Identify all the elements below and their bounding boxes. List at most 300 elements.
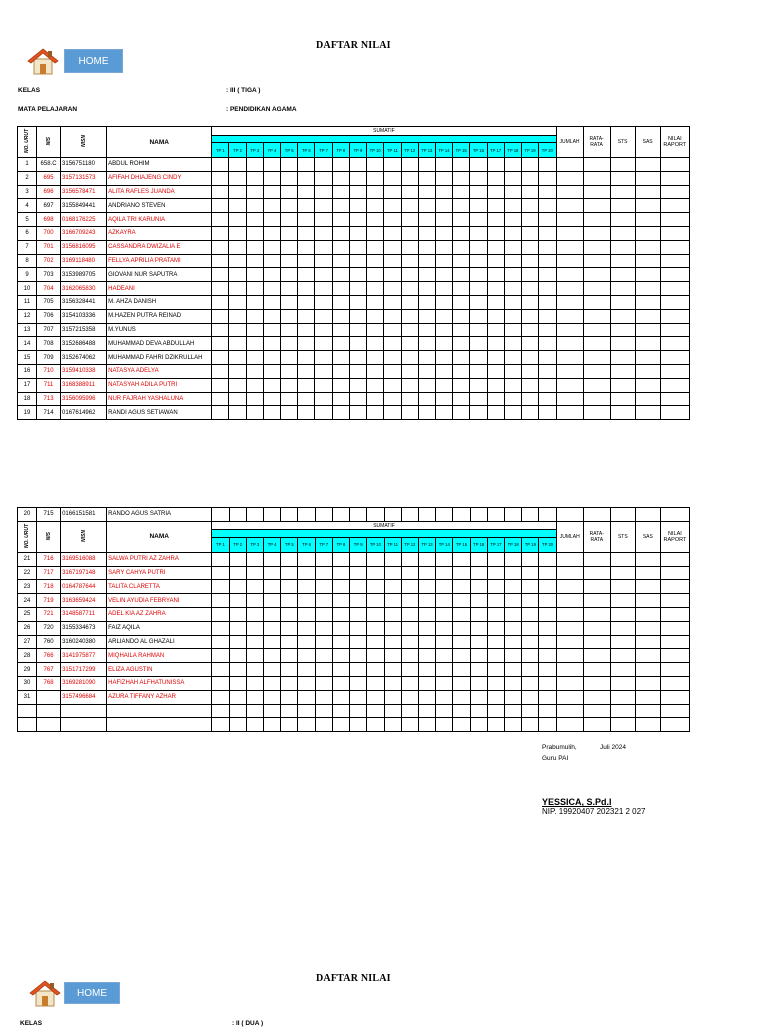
grade-cell[interactable] <box>504 213 521 227</box>
grade-cell[interactable] <box>384 580 401 594</box>
grade-cell[interactable] <box>610 171 635 185</box>
grade-cell[interactable] <box>401 323 418 337</box>
grade-cell[interactable] <box>505 649 522 663</box>
grade-cell[interactable] <box>660 158 689 172</box>
grade-cell[interactable] <box>435 226 452 240</box>
grade-cell[interactable] <box>212 566 229 580</box>
grade-cell[interactable] <box>229 580 246 594</box>
grade-cell[interactable] <box>660 594 689 608</box>
grade-cell[interactable] <box>635 663 660 677</box>
grade-cell[interactable] <box>367 254 384 268</box>
house-icon[interactable] <box>28 978 62 1008</box>
grade-cell[interactable] <box>212 268 229 282</box>
grade-cell[interactable] <box>263 406 280 420</box>
grade-cell[interactable] <box>384 621 401 635</box>
grade-cell[interactable] <box>332 199 349 213</box>
grade-cell[interactable] <box>367 309 384 323</box>
grade-cell[interactable] <box>521 309 538 323</box>
grade-cell[interactable] <box>610 690 635 704</box>
grade-cell[interactable] <box>470 309 487 323</box>
grade-cell[interactable] <box>435 351 452 365</box>
grade-cell[interactable] <box>504 185 521 199</box>
grade-cell[interactable] <box>384 566 401 580</box>
grade-cell[interactable] <box>263 213 280 227</box>
grade-cell[interactable] <box>212 199 229 213</box>
grade-cell[interactable] <box>487 364 504 378</box>
grade-cell[interactable] <box>246 594 263 608</box>
grade-cell[interactable] <box>332 309 349 323</box>
grade-cell[interactable] <box>281 607 298 621</box>
grade-cell[interactable] <box>332 663 349 677</box>
grade-cell[interactable] <box>556 309 583 323</box>
grade-cell[interactable] <box>583 621 610 635</box>
grade-cell[interactable] <box>660 254 689 268</box>
grade-cell[interactable] <box>453 337 470 351</box>
grade-cell[interactable] <box>504 392 521 406</box>
grade-cell[interactable] <box>263 254 280 268</box>
grade-cell[interactable] <box>418 282 435 296</box>
grade-cell[interactable] <box>263 704 280 718</box>
grade-cell[interactable] <box>401 282 418 296</box>
grade-cell[interactable] <box>487 607 504 621</box>
grade-cell[interactable] <box>401 566 418 580</box>
grade-cell[interactable] <box>487 268 504 282</box>
grade-cell[interactable] <box>384 718 401 732</box>
grade-cell[interactable] <box>522 704 539 718</box>
grade-cell[interactable] <box>610 351 635 365</box>
grade-cell[interactable] <box>246 378 263 392</box>
grade-cell[interactable] <box>384 295 401 309</box>
grade-cell[interactable] <box>556 171 583 185</box>
grade-cell[interactable] <box>349 295 366 309</box>
grade-cell[interactable] <box>583 282 610 296</box>
grade-cell[interactable] <box>332 185 349 199</box>
grade-cell[interactable] <box>229 364 246 378</box>
grade-cell[interactable] <box>436 607 453 621</box>
grade-cell[interactable] <box>470 337 487 351</box>
grade-cell[interactable] <box>315 508 332 522</box>
grade-cell[interactable] <box>521 364 538 378</box>
grade-cell[interactable] <box>212 226 229 240</box>
grade-cell[interactable] <box>453 663 470 677</box>
grade-cell[interactable] <box>298 635 315 649</box>
grade-cell[interactable] <box>610 406 635 420</box>
grade-cell[interactable] <box>281 185 298 199</box>
grade-cell[interactable] <box>418 171 435 185</box>
grade-cell[interactable] <box>487 552 504 566</box>
grade-cell[interactable] <box>583 607 610 621</box>
grade-cell[interactable] <box>212 607 229 621</box>
grade-cell[interactable] <box>635 635 660 649</box>
grade-cell[interactable] <box>436 690 453 704</box>
grade-cell[interactable] <box>660 406 689 420</box>
grade-cell[interactable] <box>487 508 504 522</box>
grade-cell[interactable] <box>298 364 315 378</box>
grade-cell[interactable] <box>470 635 487 649</box>
grade-cell[interactable] <box>384 364 401 378</box>
grade-cell[interactable] <box>315 649 332 663</box>
grade-cell[interactable] <box>263 508 280 522</box>
grade-cell[interactable] <box>418 676 435 690</box>
grade-cell[interactable] <box>367 552 384 566</box>
grade-cell[interactable] <box>522 663 539 677</box>
grade-cell[interactable] <box>583 199 610 213</box>
grade-cell[interactable] <box>212 295 229 309</box>
grade-cell[interactable] <box>212 704 229 718</box>
grade-cell[interactable] <box>263 226 280 240</box>
home-button-2[interactable]: HOME <box>64 982 120 1004</box>
grade-cell[interactable] <box>315 158 332 172</box>
grade-cell[interactable] <box>263 580 280 594</box>
grade-cell[interactable] <box>453 199 470 213</box>
grade-cell[interactable] <box>349 337 366 351</box>
grade-cell[interactable] <box>522 690 539 704</box>
grade-cell[interactable] <box>246 718 263 732</box>
grade-cell[interactable] <box>521 226 538 240</box>
grade-cell[interactable] <box>246 566 263 580</box>
grade-cell[interactable] <box>470 676 487 690</box>
grade-cell[interactable] <box>435 323 452 337</box>
grade-cell[interactable] <box>453 158 470 172</box>
grade-cell[interactable] <box>635 323 660 337</box>
grade-cell[interactable] <box>332 337 349 351</box>
grade-cell[interactable] <box>349 199 366 213</box>
grade-cell[interactable] <box>384 226 401 240</box>
grade-cell[interactable] <box>281 508 298 522</box>
grade-cell[interactable] <box>418 337 435 351</box>
grade-cell[interactable] <box>470 378 487 392</box>
grade-cell[interactable] <box>435 185 452 199</box>
grade-cell[interactable] <box>470 594 487 608</box>
grade-cell[interactable] <box>298 621 315 635</box>
grade-cell[interactable] <box>246 185 263 199</box>
grade-cell[interactable] <box>229 213 246 227</box>
grade-cell[interactable] <box>487 378 504 392</box>
grade-cell[interactable] <box>521 158 538 172</box>
grade-cell[interactable] <box>332 226 349 240</box>
grade-cell[interactable] <box>635 621 660 635</box>
grade-cell[interactable] <box>521 199 538 213</box>
grade-cell[interactable] <box>470 185 487 199</box>
grade-cell[interactable] <box>539 295 556 309</box>
grade-cell[interactable] <box>487 309 504 323</box>
grade-cell[interactable] <box>418 635 435 649</box>
grade-cell[interactable] <box>367 295 384 309</box>
grade-cell[interactable] <box>453 378 470 392</box>
grade-cell[interactable] <box>315 282 332 296</box>
grade-cell[interactable] <box>635 508 660 522</box>
grade-cell[interactable] <box>401 649 418 663</box>
grade-cell[interactable] <box>401 213 418 227</box>
grade-cell[interactable] <box>384 607 401 621</box>
grade-cell[interactable] <box>522 635 539 649</box>
grade-cell[interactable] <box>281 566 298 580</box>
grade-cell[interactable] <box>229 158 246 172</box>
grade-cell[interactable] <box>521 282 538 296</box>
grade-cell[interactable] <box>610 254 635 268</box>
grade-cell[interactable] <box>635 351 660 365</box>
grade-cell[interactable] <box>521 378 538 392</box>
grade-cell[interactable] <box>635 268 660 282</box>
grade-cell[interactable] <box>583 268 610 282</box>
grade-cell[interactable] <box>453 295 470 309</box>
grade-cell[interactable] <box>660 552 689 566</box>
grade-cell[interactable] <box>298 282 315 296</box>
grade-cell[interactable] <box>504 378 521 392</box>
grade-cell[interactable] <box>263 378 280 392</box>
grade-cell[interactable] <box>384 392 401 406</box>
grade-cell[interactable] <box>298 566 315 580</box>
grade-cell[interactable] <box>583 690 610 704</box>
grade-cell[interactable] <box>453 392 470 406</box>
grade-cell[interactable] <box>435 309 452 323</box>
grade-cell[interactable] <box>350 635 367 649</box>
grade-cell[interactable] <box>487 690 504 704</box>
grade-cell[interactable] <box>453 226 470 240</box>
grade-cell[interactable] <box>435 254 452 268</box>
grade-cell[interactable] <box>470 213 487 227</box>
grade-cell[interactable] <box>418 364 435 378</box>
grade-cell[interactable] <box>384 282 401 296</box>
house-icon[interactable] <box>26 46 60 76</box>
grade-cell[interactable] <box>281 690 298 704</box>
grade-cell[interactable] <box>470 158 487 172</box>
grade-cell[interactable] <box>635 295 660 309</box>
grade-cell[interactable] <box>453 649 470 663</box>
grade-cell[interactable] <box>470 649 487 663</box>
grade-cell[interactable] <box>435 406 452 420</box>
grade-cell[interactable] <box>384 199 401 213</box>
grade-cell[interactable] <box>418 594 435 608</box>
grade-cell[interactable] <box>453 309 470 323</box>
grade-cell[interactable] <box>435 268 452 282</box>
grade-cell[interactable] <box>349 171 366 185</box>
grade-cell[interactable] <box>470 364 487 378</box>
grade-cell[interactable] <box>212 185 229 199</box>
grade-cell[interactable] <box>521 351 538 365</box>
grade-cell[interactable] <box>263 607 280 621</box>
grade-cell[interactable] <box>521 185 538 199</box>
grade-cell[interactable] <box>610 282 635 296</box>
grade-cell[interactable] <box>635 158 660 172</box>
grade-cell[interactable] <box>263 690 280 704</box>
grade-cell[interactable] <box>583 392 610 406</box>
grade-cell[interactable] <box>401 351 418 365</box>
grade-cell[interactable] <box>635 171 660 185</box>
grade-cell[interactable] <box>212 351 229 365</box>
home-nav-2[interactable] <box>28 978 120 1008</box>
grade-cell[interactable] <box>246 580 263 594</box>
grade-cell[interactable] <box>401 718 418 732</box>
grade-cell[interactable] <box>384 378 401 392</box>
grade-cell[interactable] <box>610 337 635 351</box>
grade-cell[interactable] <box>470 621 487 635</box>
grade-cell[interactable] <box>229 378 246 392</box>
grade-cell[interactable] <box>367 158 384 172</box>
grade-cell[interactable] <box>470 607 487 621</box>
grade-cell[interactable] <box>539 240 556 254</box>
grade-cell[interactable] <box>263 649 280 663</box>
grade-cell[interactable] <box>263 282 280 296</box>
grade-cell[interactable] <box>487 676 504 690</box>
grade-cell[interactable] <box>583 171 610 185</box>
grade-cell[interactable] <box>521 254 538 268</box>
grade-cell[interactable] <box>212 594 229 608</box>
grade-cell[interactable] <box>583 508 610 522</box>
grade-cell[interactable] <box>246 282 263 296</box>
grade-cell[interactable] <box>229 406 246 420</box>
grade-cell[interactable] <box>610 158 635 172</box>
grade-cell[interactable] <box>504 240 521 254</box>
grade-cell[interactable] <box>470 295 487 309</box>
grade-cell[interactable] <box>635 185 660 199</box>
grade-cell[interactable] <box>453 621 470 635</box>
grade-cell[interactable] <box>229 295 246 309</box>
grade-cell[interactable] <box>246 337 263 351</box>
grade-cell[interactable] <box>350 508 367 522</box>
grade-cell[interactable] <box>487 171 504 185</box>
grade-cell[interactable] <box>229 337 246 351</box>
grade-cell[interactable] <box>583 185 610 199</box>
grade-cell[interactable] <box>384 309 401 323</box>
grade-cell[interactable] <box>281 337 298 351</box>
grade-cell[interactable] <box>556 295 583 309</box>
grade-cell[interactable] <box>281 552 298 566</box>
grade-cell[interactable] <box>298 704 315 718</box>
grade-cell[interactable] <box>522 508 539 522</box>
grade-cell[interactable] <box>487 282 504 296</box>
grade-cell[interactable] <box>212 171 229 185</box>
grade-cell[interactable] <box>212 580 229 594</box>
grade-cell[interactable] <box>246 704 263 718</box>
grade-cell[interactable] <box>212 663 229 677</box>
grade-cell[interactable] <box>487 199 504 213</box>
grade-cell[interactable] <box>315 226 332 240</box>
grade-cell[interactable] <box>539 171 556 185</box>
grade-cell[interactable] <box>315 254 332 268</box>
grade-cell[interactable] <box>470 508 487 522</box>
grade-cell[interactable] <box>315 337 332 351</box>
grade-cell[interactable] <box>435 199 452 213</box>
grade-cell[interactable] <box>418 213 435 227</box>
grade-cell[interactable] <box>470 268 487 282</box>
grade-cell[interactable] <box>635 406 660 420</box>
grade-cell[interactable] <box>583 406 610 420</box>
grade-cell[interactable] <box>436 552 453 566</box>
grade-cell[interactable] <box>281 351 298 365</box>
grade-cell[interactable] <box>332 607 349 621</box>
grade-cell[interactable] <box>281 158 298 172</box>
grade-cell[interactable] <box>315 552 332 566</box>
grade-cell[interactable] <box>521 268 538 282</box>
grade-cell[interactable] <box>263 594 280 608</box>
grade-cell[interactable] <box>487 254 504 268</box>
grade-cell[interactable] <box>660 364 689 378</box>
grade-cell[interactable] <box>505 690 522 704</box>
grade-cell[interactable] <box>539 268 556 282</box>
grade-cell[interactable] <box>349 378 366 392</box>
grade-cell[interactable] <box>436 676 453 690</box>
grade-cell[interactable] <box>556 378 583 392</box>
grade-cell[interactable] <box>610 378 635 392</box>
grade-cell[interactable] <box>315 199 332 213</box>
grade-cell[interactable] <box>298 268 315 282</box>
grade-cell[interactable] <box>635 364 660 378</box>
grade-cell[interactable] <box>539 378 556 392</box>
grade-cell[interactable] <box>610 621 635 635</box>
grade-cell[interactable] <box>583 309 610 323</box>
grade-cell[interactable] <box>229 649 246 663</box>
grade-cell[interactable] <box>212 676 229 690</box>
grade-cell[interactable] <box>539 663 556 677</box>
grade-cell[interactable] <box>418 663 435 677</box>
grade-cell[interactable] <box>332 351 349 365</box>
grade-cell[interactable] <box>401 309 418 323</box>
grade-cell[interactable] <box>660 213 689 227</box>
grade-cell[interactable] <box>539 158 556 172</box>
grade-cell[interactable] <box>229 351 246 365</box>
grade-cell[interactable] <box>263 185 280 199</box>
grade-cell[interactable] <box>660 566 689 580</box>
grade-cell[interactable] <box>505 704 522 718</box>
grade-cell[interactable] <box>635 580 660 594</box>
grade-cell[interactable] <box>583 718 610 732</box>
grade-cell[interactable] <box>263 268 280 282</box>
grade-cell[interactable] <box>505 663 522 677</box>
grade-cell[interactable] <box>470 171 487 185</box>
grade-cell[interactable] <box>487 185 504 199</box>
grade-cell[interactable] <box>660 663 689 677</box>
grade-cell[interactable] <box>212 552 229 566</box>
grade-cell[interactable] <box>470 199 487 213</box>
grade-cell[interactable] <box>229 704 246 718</box>
grade-cell[interactable] <box>332 364 349 378</box>
grade-cell[interactable] <box>660 676 689 690</box>
grade-cell[interactable] <box>229 226 246 240</box>
grade-cell[interactable] <box>418 240 435 254</box>
grade-cell[interactable] <box>281 171 298 185</box>
grade-cell[interactable] <box>521 240 538 254</box>
grade-cell[interactable] <box>384 158 401 172</box>
grade-cell[interactable] <box>263 718 280 732</box>
grade-cell[interactable] <box>522 594 539 608</box>
grade-cell[interactable] <box>350 718 367 732</box>
grade-cell[interactable] <box>435 282 452 296</box>
grade-cell[interactable] <box>212 323 229 337</box>
grade-cell[interactable] <box>246 158 263 172</box>
grade-cell[interactable] <box>583 295 610 309</box>
grade-cell[interactable] <box>350 676 367 690</box>
grade-cell[interactable] <box>522 607 539 621</box>
grade-cell[interactable] <box>505 580 522 594</box>
grade-cell[interactable] <box>212 649 229 663</box>
grade-cell[interactable] <box>521 171 538 185</box>
grade-cell[interactable] <box>212 254 229 268</box>
grade-cell[interactable] <box>332 378 349 392</box>
grade-cell[interactable] <box>418 199 435 213</box>
grade-cell[interactable] <box>332 158 349 172</box>
grade-cell[interactable] <box>435 240 452 254</box>
grade-cell[interactable] <box>349 213 366 227</box>
grade-cell[interactable] <box>521 406 538 420</box>
grade-cell[interactable] <box>229 323 246 337</box>
grade-cell[interactable] <box>298 607 315 621</box>
grade-cell[interactable] <box>583 240 610 254</box>
grade-cell[interactable] <box>367 392 384 406</box>
grade-cell[interactable] <box>505 676 522 690</box>
grade-cell[interactable] <box>522 552 539 566</box>
grade-cell[interactable] <box>487 406 504 420</box>
